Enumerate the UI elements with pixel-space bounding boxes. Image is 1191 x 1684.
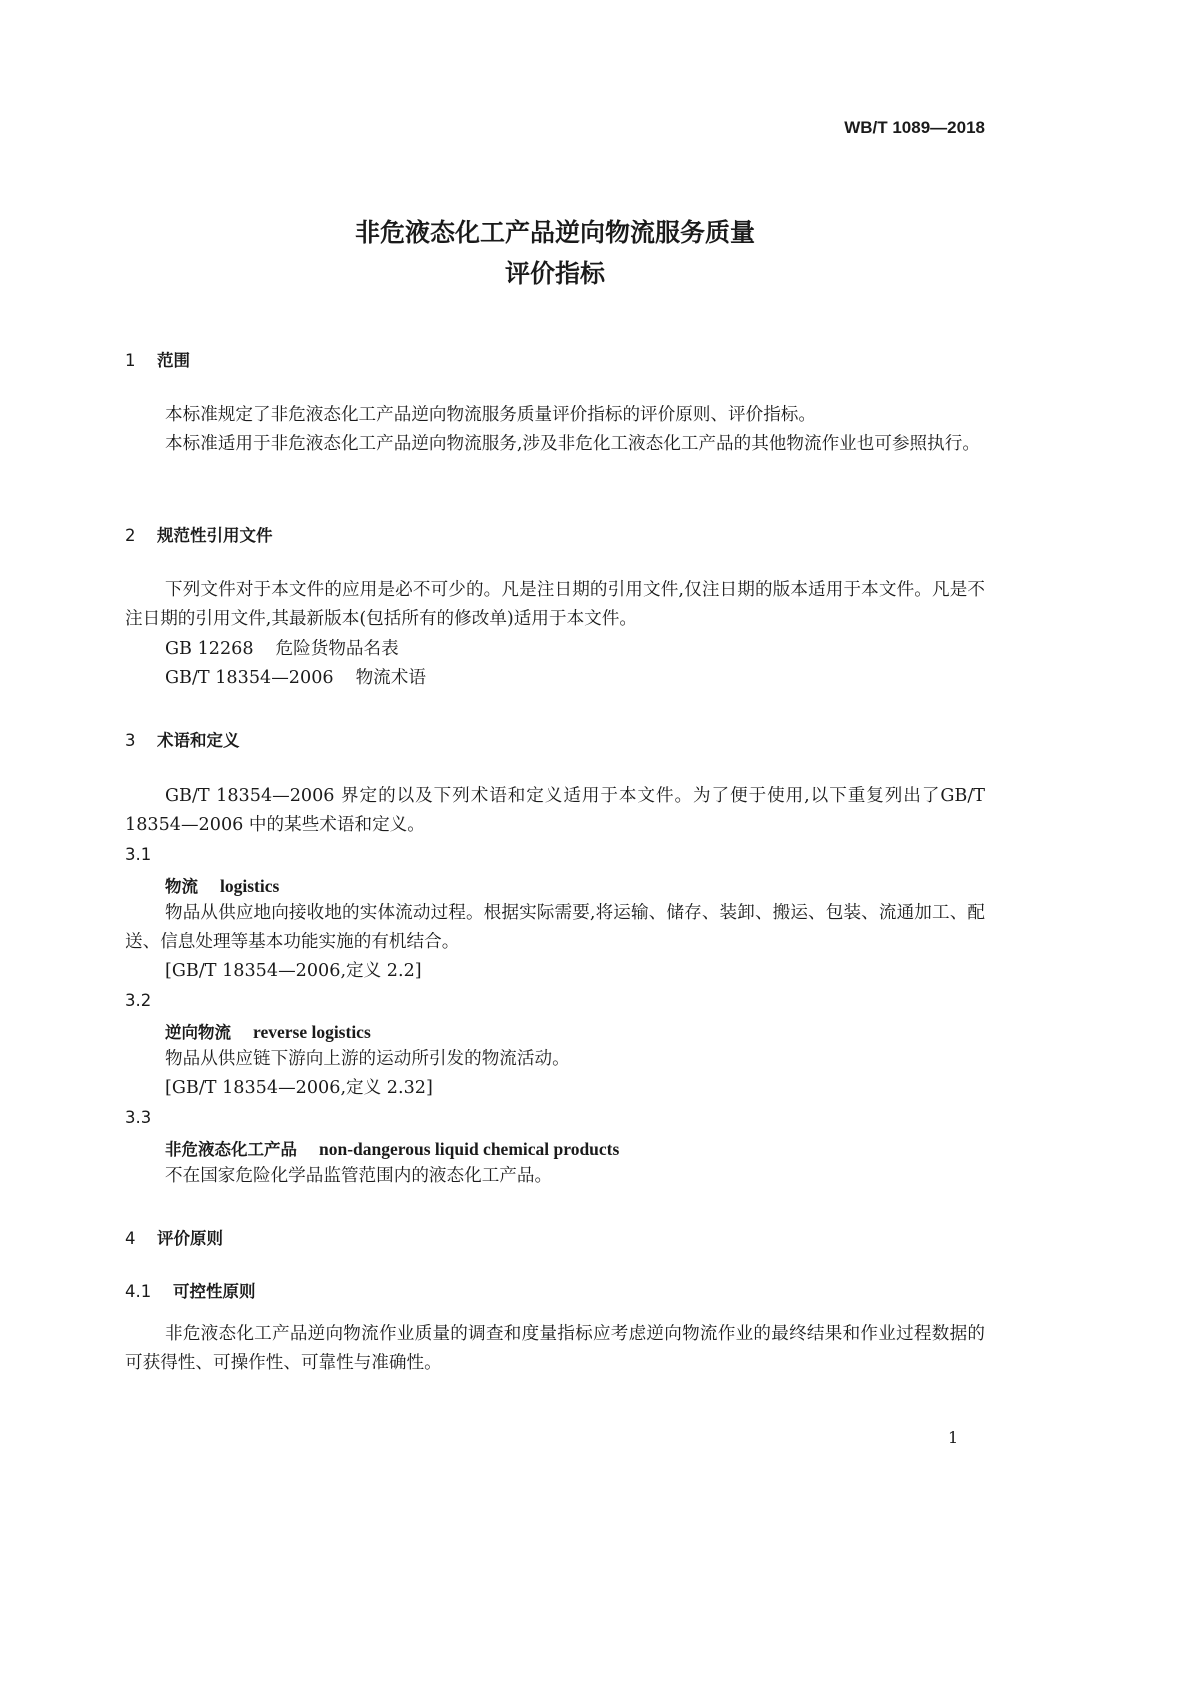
section-2-heading <box>125 522 273 546</box>
section-number: 4 <box>125 1229 136 1248</box>
reference-title: 物流术语 <box>355 668 426 688</box>
section-title: 评价原则 <box>157 1229 223 1248</box>
term-en: logistics <box>220 876 280 896</box>
page-number: 1 <box>948 1428 959 1447</box>
reference-title: 危险货物品名表 <box>275 639 399 659</box>
subsection-title: 可控性原则 <box>173 1282 256 1301</box>
normative-references-paragraph: 下列文件对于本文件的应用是必不可少的。凡是注日期的引用文件,仅注日期的版本适用于本文件。凡是不注日期的引用文件,其最新版本(包括所有的修改单)适用于本文件。 <box>125 580 985 630</box>
section-4-heading <box>125 1225 223 1249</box>
reference-code: GB 12268 <box>165 639 254 659</box>
term-zh: 物流 <box>165 877 198 896</box>
clause-number: 3.1 <box>125 845 152 864</box>
term-definition: 物品从供应地向接收地的实体流动过程。根据实际需要,将运输、储存、装卸、搬运、包装、流通加工、配送、信息处理等基本功能实施的有机结合。 <box>125 903 985 953</box>
section-number: 3 <box>125 731 136 750</box>
clause-number: 3.2 <box>125 991 152 1010</box>
term-source: [GB/T 18354—2006,定义 2.32] <box>165 1078 433 1098</box>
section-3-heading <box>125 727 240 751</box>
term-definition: 物品从供应链下游向上游的运动所引发的物流活动。 <box>165 1049 570 1069</box>
section-1-heading <box>125 347 190 371</box>
section-number: 1 <box>125 351 136 370</box>
document-title-line1: 非危液态化工产品逆向物流服务质量 <box>354 218 755 247</box>
reference-item <box>165 635 399 664</box>
term-source: [GB/T 18354—2006,定义 2.2] <box>165 961 422 981</box>
clause-number: 3.3 <box>125 1108 152 1127</box>
subsection-number: 4.1 <box>125 1282 152 1301</box>
term-zh: 逆向物流 <box>165 1023 231 1042</box>
term-definition: 不在国家危险化学品监管范围内的液态化工产品。 <box>165 1166 553 1186</box>
term-en: non-dangerous liquid chemical products <box>319 1139 620 1159</box>
document-title-line2: 评价指标 <box>504 259 605 288</box>
section-title: 规范性引用文件 <box>157 526 273 545</box>
term-entry <box>165 873 279 897</box>
section-number: 2 <box>125 526 136 545</box>
controllability-paragraph: 非危液态化工产品逆向物流作业质量的调查和度量指标应考虑逆向物流作业的最终结果和作业过程数据的可获得性、可操作性、可靠性与准确性。 <box>125 1324 985 1374</box>
reference-item <box>165 664 426 693</box>
scope-paragraph-2: 本标准适用于非危液态化工产品逆向物流服务,涉及非危化工液态化工产品的其他物流作业也可参照执行。 <box>165 434 980 454</box>
standard-code: WB/T 1089—2018 <box>844 118 985 137</box>
section-title: 范围 <box>157 351 190 370</box>
term-entry <box>165 1136 619 1160</box>
term-en: reverse logistics <box>253 1022 371 1042</box>
terms-intro-paragraph: GB/T 18354—2006 界定的以及下列术语和定义适用于本文件。为了便于使用,以下重复列出了GB/T 18354—2006 中的某些术语和定义。 <box>125 786 985 836</box>
scope-paragraph-1: 本标准规定了非危液态化工产品逆向物流服务质量评价指标的评价原则、评价指标。 <box>165 405 816 425</box>
term-zh: 非危液态化工产品 <box>165 1140 297 1159</box>
term-entry <box>165 1019 371 1043</box>
reference-code: GB/T 18354—2006 <box>165 668 334 688</box>
subsection-4-1-heading <box>125 1278 256 1302</box>
section-title: 术语和定义 <box>157 731 240 750</box>
